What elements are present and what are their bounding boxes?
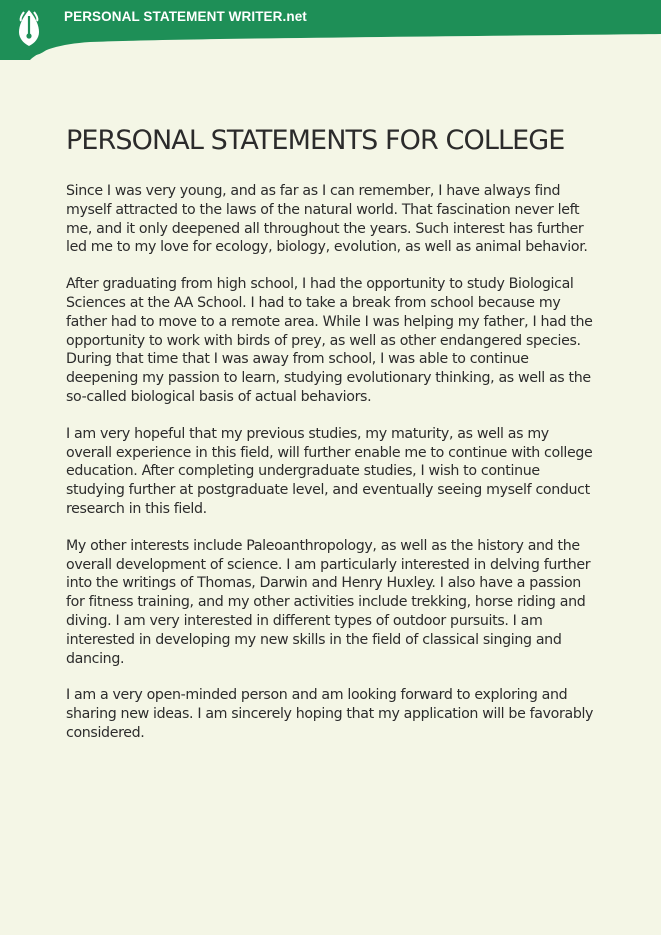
- header-curve-shape: [0, 34, 661, 60]
- paragraph-1: Since I was very young, and as far as I can remember, I have always find myself attracted to the laws of the natural world. That fascination never left me, and it only deepened all throughout the years. Such interest has further led me to my love for ecology, biology, evolution, as well as animal behavior.: [66, 183, 588, 256]
- document-body: [66, 122, 596, 761]
- paragraph-3: I am very hopeful that my previous studies, my maturity, as well as my overall experience in this field, will further enable me to continue with college education. After completing undergraduate studies, I wish to continue studying further at postgraduate level, and eventually seeing myself conduct research in this field.: [66, 425, 593, 517]
- header-curve: [0, 34, 661, 60]
- pen-nib-icon: [12, 8, 46, 48]
- paragraph-5: I am a very open-minded person and am looking forward to exploring and sharing new ideas. I am sincerely hoping that my application will be favorably considered.: [66, 687, 594, 741]
- brand-name[interactable]: PERSONAL STATEMENT WRITER.net: [64, 9, 307, 24]
- page-title: PERSONAL STATEMENTS FOR COLLEGE: [66, 125, 565, 156]
- logo-badge[interactable]: [1, 0, 57, 56]
- paragraph-4: My other interests include Paleoanthropology, as well as the history and the overall development of science. I am particularly interested in delving further into the writings of Thomas, Darwin and Henry Huxley. I also have a passion for fitness training, and my other activities include trekking, horse riding and diving. I am very interested in different types of outdoor pursuits. I am interested in developing my new skills in the field of classical singing and dancing.: [66, 537, 591, 667]
- paragraph-2: After graduating from high school, I had the opportunity to study Biological Sciences at the AA School. I had to take a break from school because my father had to move to a remote area. While I was helping my father, I had the opportunity to work with birds of prey, as well as other endangered species. During that time that I was away from school, I was able to continue deepening my passion to learn, studying evolutionary thinking, as well as the so-called biological basis of actual behaviors.: [66, 276, 593, 405]
